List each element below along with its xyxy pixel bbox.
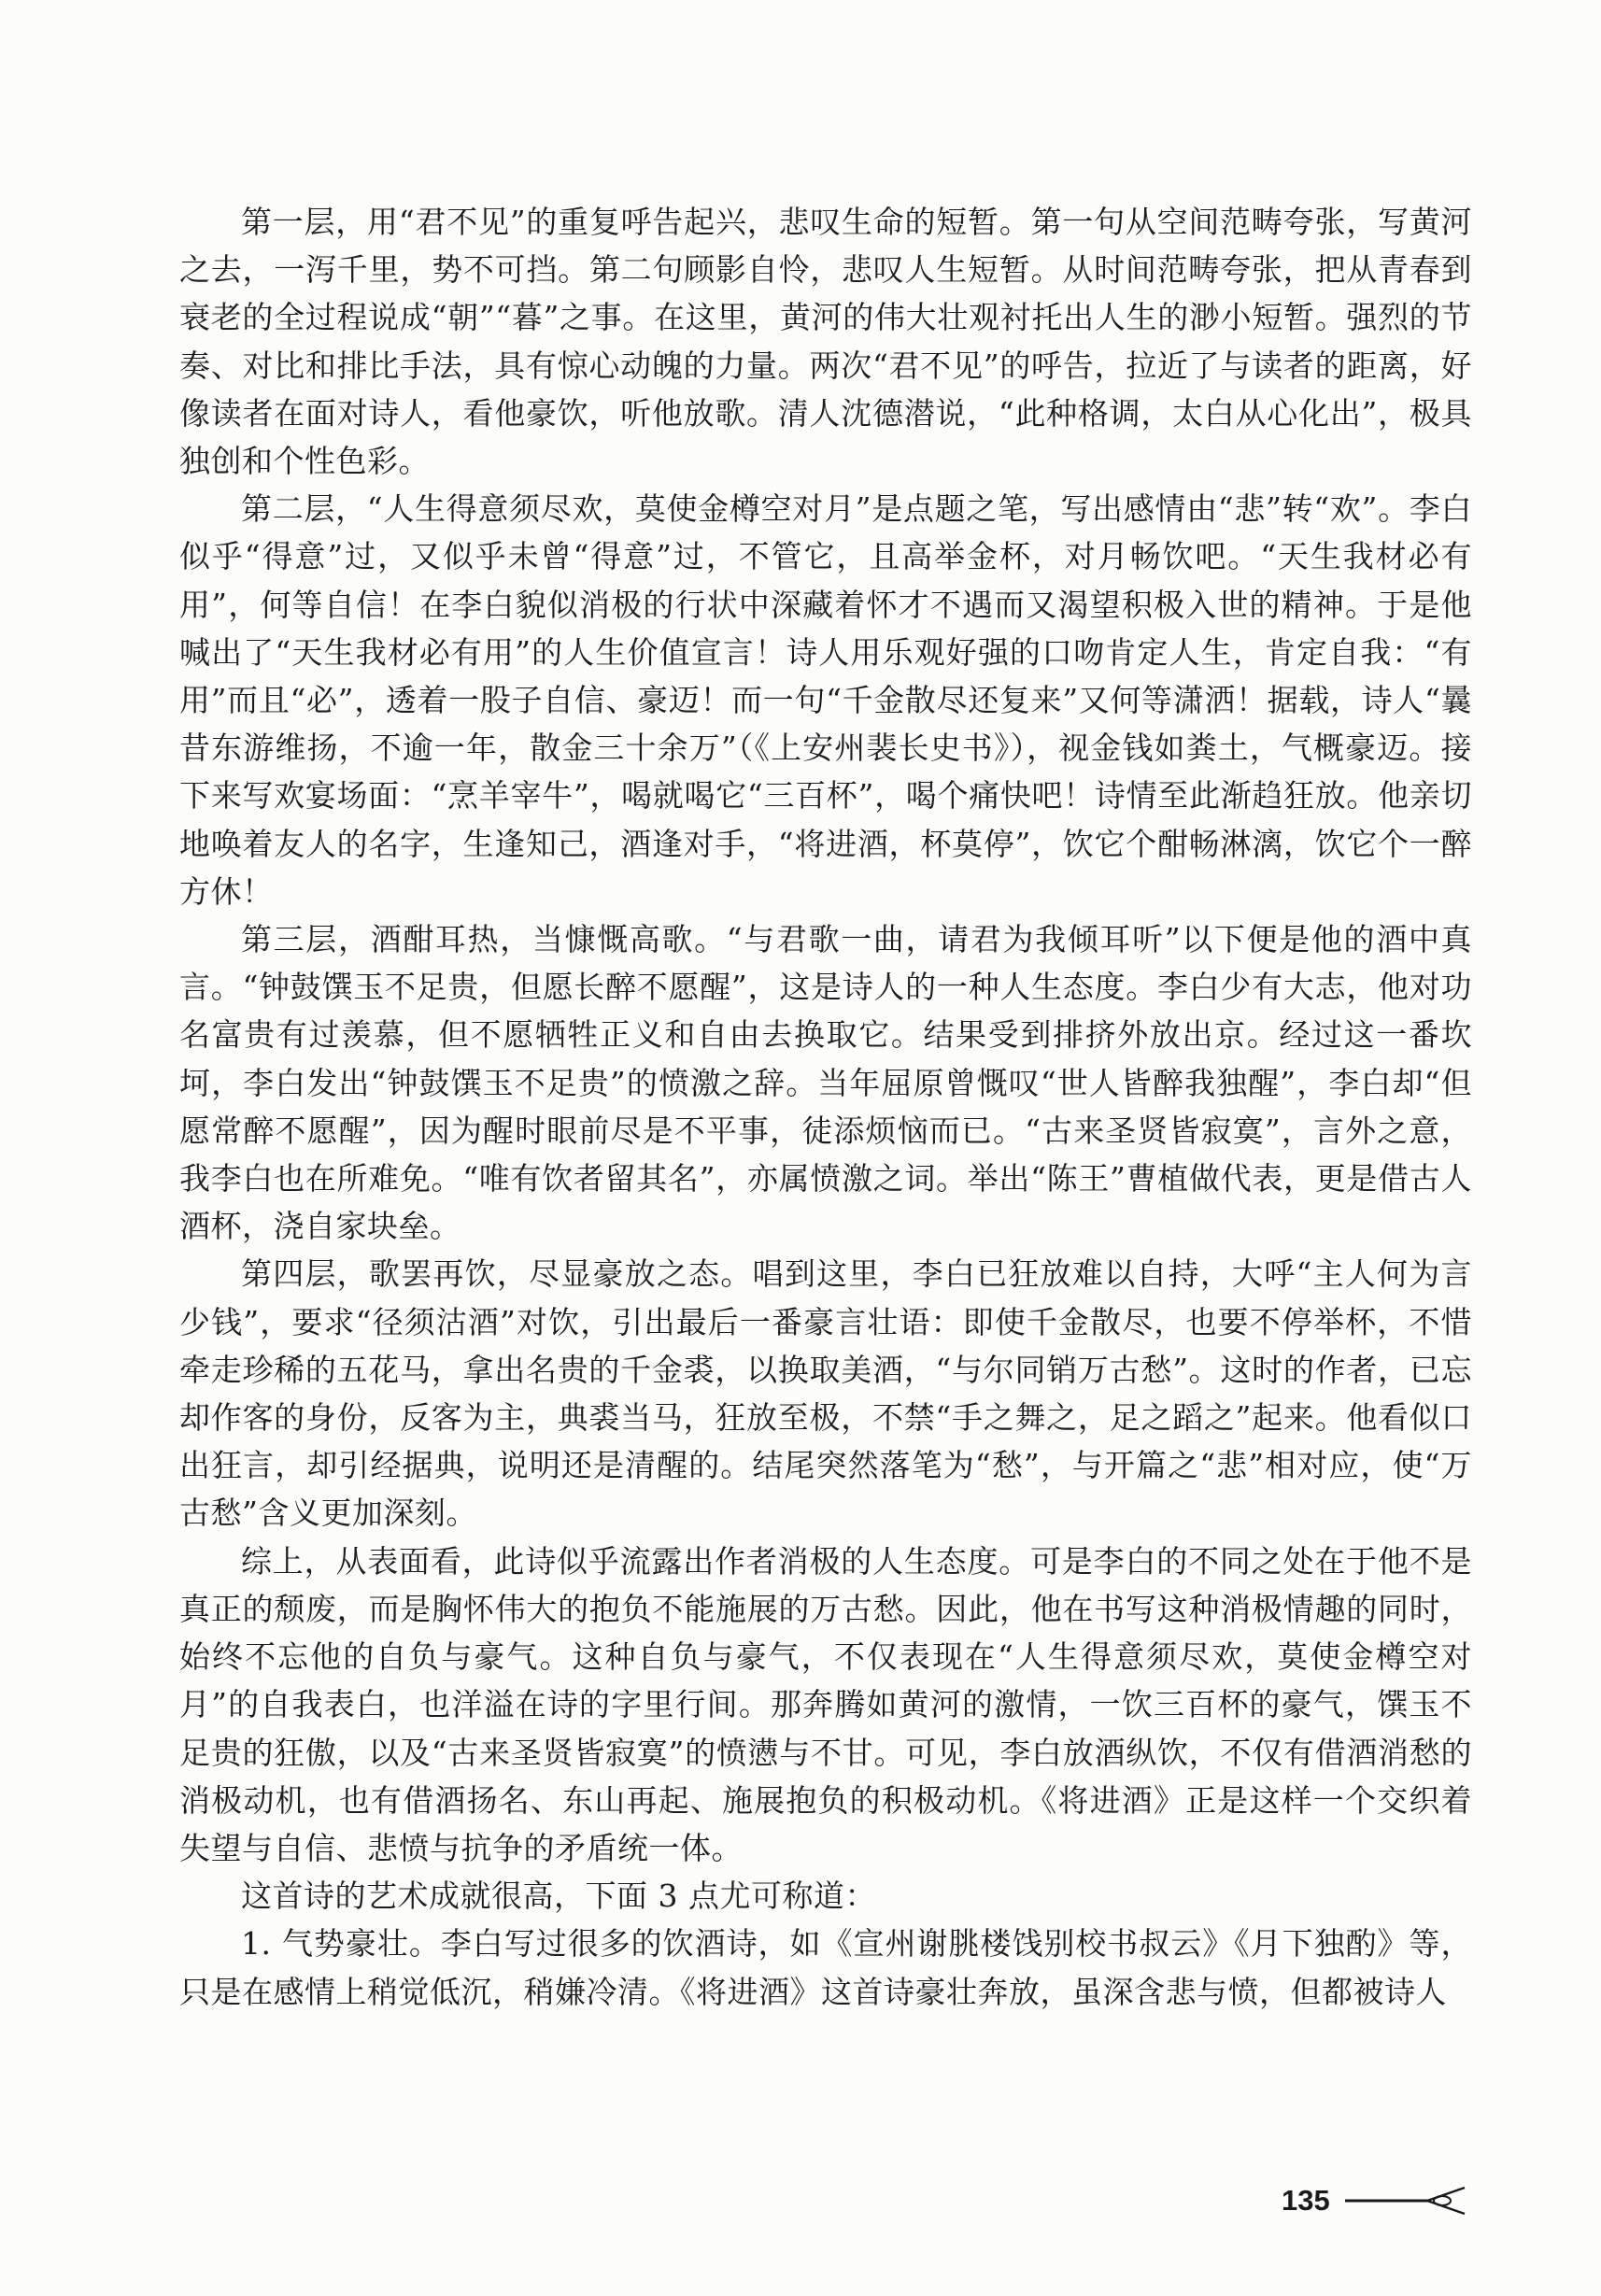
scissor-icon [1345,2182,1466,2219]
paragraph-4: 第四层，歌罢再饮，尽显豪放之态。唱到这里，李白已狂放难以自持，大呼“主人何为言少钱”，要求“径须沽酒”对饮，引出最后一番豪言壮语：即使千金散尽，也要不停举杯，不惜牵走珍稀的五花马，拿出名贵的千金裘，以换取美酒，“与尔同销万古愁”。这时的作者，已忘却作客的身份，反客为主，典裘当马，狂放至极，不禁“手之舞之，足之蹈之”起来。他看似口出狂言，却引经据典，说明还是清醒的。结尾突然落笔为“愁”，与开篇之“悲”相对应，使“万古愁”含义更加深刻。 [179,1255,1472,1532]
paragraph-6: 这首诗的艺术成就很高，下面 3 点尤可称道： [241,1878,876,1915]
paragraph-5: 综上，从表面看，此诗似乎流露出作者消极的人生态度。可是李白的不同之处在于他不是真正的颓废，而是胸怀伟大的抱负不能施展的万古愁。因此，他在书写这种消极情趣的同时，始终不忘他的自负与豪气。这种自负与豪气，不仅表现在“人生得意须尽欢，莫使金樽空对月”的自我表白，也洋溢在诗的字里行间。那奔腾如黄河的激情，一饮三百杯的豪气，馔玉不足贵的狂傲，以及“古来圣贤皆寂寞”的愤懑与不甘。可见，李白放酒纵饮，不仅有借酒消愁的消极动机，也有借酒扬名、东山再起、施展抱负的积极动机。《将进酒》正是这样一个交织着失望与自信、悲愤与抗争的矛盾统一体。 [179,1542,1472,1866]
paragraph-1: 第一层，用“君不见”的重复呼告起兴，悲叹生命的短暂。第一句从空间范畴夸张，写黄河之去，一泻千里，势不可挡。第二句顾影自怜，悲叹人生短暂。从时间范畴夸张，把从青春到衰老的全过程说成“朝”“暮”之事。在这里，黄河的伟大壮观衬托出人生的渺小短暂。强烈的节奏、对比和排比手法，具有惊心动魄的力量。两次“君不见”的呼告，拉近了与读者的距离，好像读者在面对诗人，看他豪饮，听他放歌。清人沈德潜说，“此种格调，太白从心化出”，极具独创和个性色彩。 [179,204,1472,480]
paragraph-3: 第三层，酒酣耳热，当慷慨高歌。“与君歌一曲，请君为我倾耳听”以下便是他的酒中真言。“钟鼓馔玉不足贵，但愿长醉不愿醒”，这是诗人的一种人生态度。李白少有大志，他对功名富贵有过羡慕，但不愿牺牲正义和自由去换取它。结果受到排挤外放出京。经过这一番坎坷，李白发出“钟鼓馔玉不足贵”的愤激之辞。当年屈原曾慨叹“世人皆醉我独醒”，李白却“但愿常醉不愿醒”，因为醒时眼前尽是不平事，徒添烦恼而已。“古来圣贤皆寂寞”，言外之意，我李白也在所难免。“唯有饮者留其名”，亦属愤激之词。举出“陈王”曹植做代表，更是借古人酒杯，浇自家块垒。 [179,921,1472,1245]
page-footer [1270,2176,1476,2232]
body-text [179,198,1472,2016]
paragraph-7: 1. 气势豪壮。李白写过很多的饮酒诗，如《宣州谢朓楼饯别校书叔云》《月下独酌》等，只是在感情上稍觉低沉，稍嫌冷清。《将进酒》这首诗豪壮奔放，虽深含悲与愤，但都被诗人 [179,1925,1472,2010]
page-number: 135 [1282,2184,1330,2217]
paragraph-2: 第二层，“人生得意须尽欢，莫使金樽空对月”是点题之笔，写出感情由“悲”转“欢”。李白似乎“得意”过，又似乎未曾“得意”过，不管它，且高举金杯，对月畅饮吧。“天生我材必有用”，何等自信！在李白貌似消极的行状中深藏着怀才不遇而又渴望积极入世的精神。于是他喊出了“天生我材必有用”的人生价值宣言！诗人用乐观好强的口吻肯定人生，肯定自我：“有用”而且“必”，透着一股子自信、豪迈！而一句“千金散尽还复来”又何等潇洒！据载，诗人“曩昔东游维扬，不逾一年，散金三十余万”（《上安州裴长史书》），视金钱如粪土，气概豪迈。接下来写欢宴场面：“烹羊宰牛”，喝就喝它“三百杯”，喝个痛快吧！诗情至此渐趋狂放。他亲切地唤着友人的名字，生逢知己，酒逢对手，“将进酒，杯莫停”，饮它个酣畅淋漓，饮它个一醉方休！ [179,490,1472,910]
